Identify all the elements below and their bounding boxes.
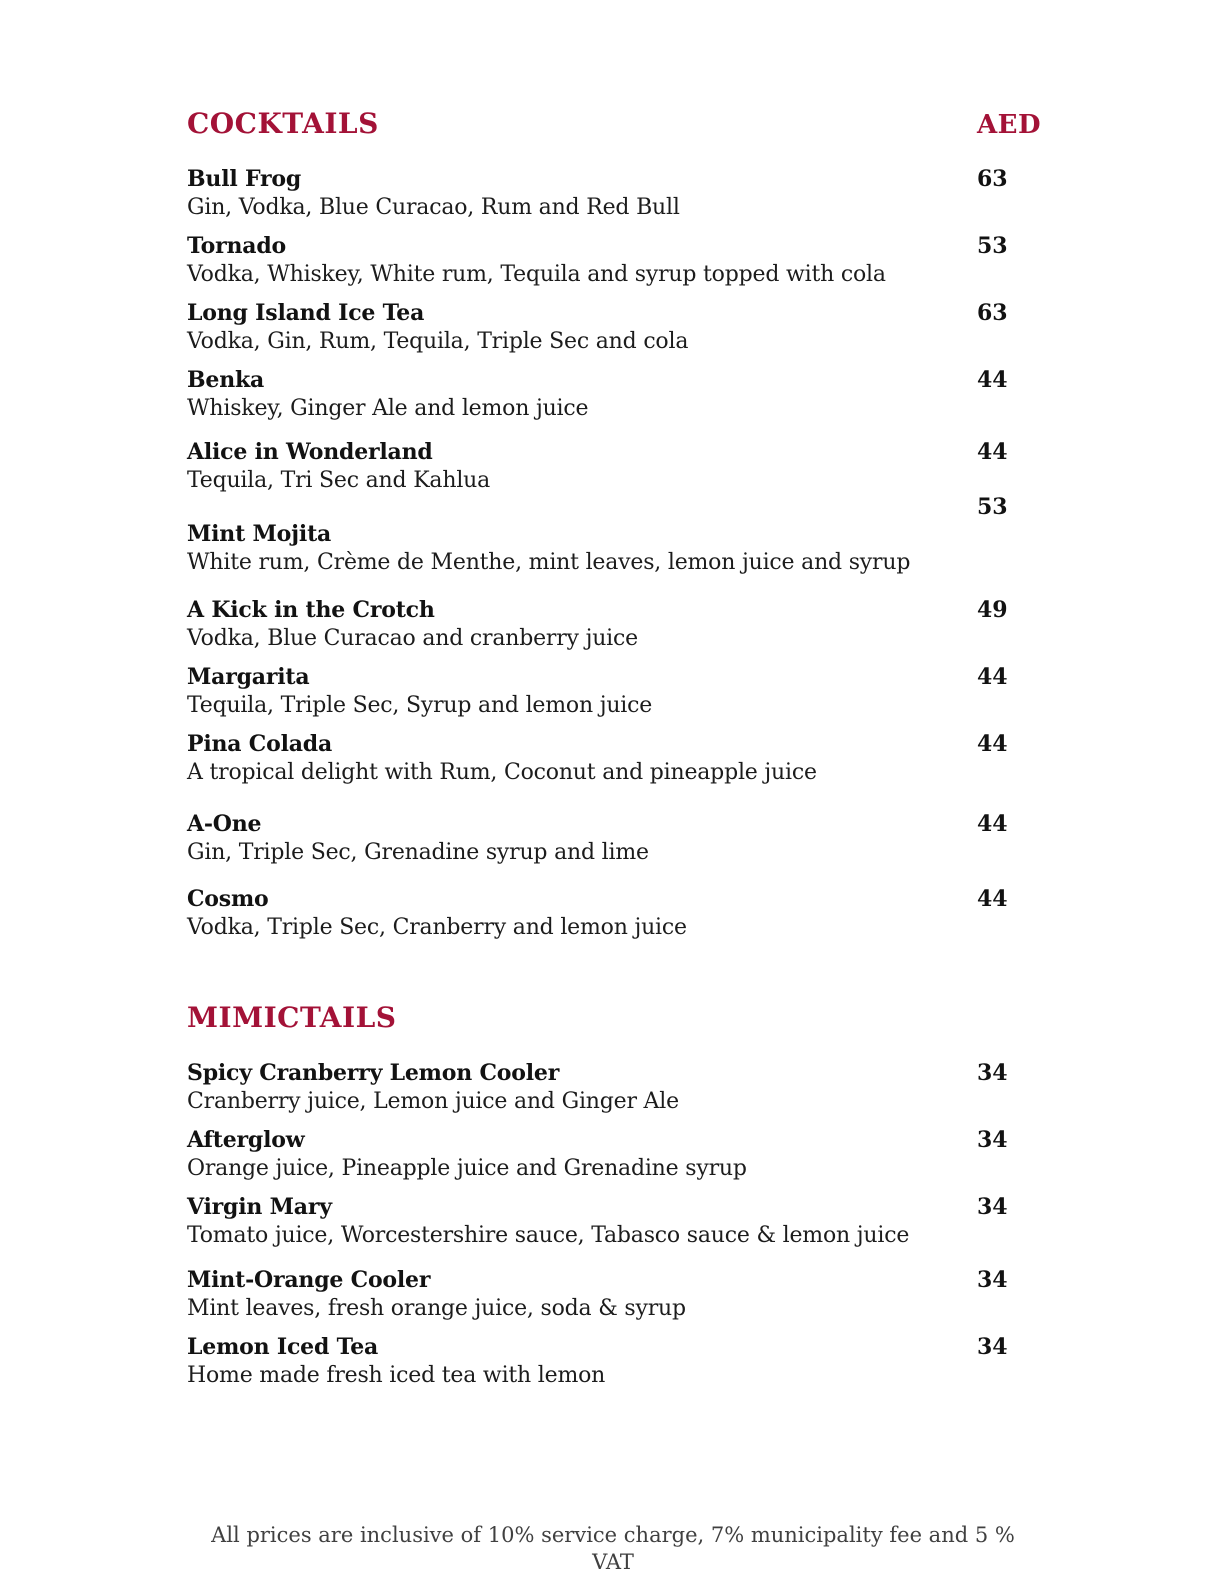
menu-item bbox=[187, 166, 1039, 221]
item-description: Home made fresh iced tea with lemon bbox=[187, 1363, 606, 1388]
menu-item bbox=[187, 1194, 1039, 1249]
section-title: COCKTAILS bbox=[187, 107, 379, 140]
footer-note: All prices are inclusive of 10% service charge, 7% municipality fee and 5 % VAT bbox=[211, 1523, 1015, 1574]
section-header bbox=[187, 107, 1042, 143]
item-description: Tequila, Tri Sec and Kahlua bbox=[187, 468, 491, 493]
item-name: Benka bbox=[187, 367, 265, 393]
item-description: Orange juice, Pineapple juice and Grenadine syrup bbox=[187, 1156, 747, 1181]
menu-item bbox=[187, 300, 1039, 355]
item-name: Bull Frog bbox=[187, 166, 302, 192]
item-row bbox=[187, 367, 1039, 395]
item-row bbox=[187, 439, 1039, 467]
item-price: 44 bbox=[977, 886, 1008, 912]
menu-item bbox=[187, 597, 1039, 652]
item-price: 63 bbox=[977, 300, 1008, 326]
menu-item bbox=[187, 1334, 1039, 1389]
item-price: 34 bbox=[977, 1194, 1008, 1220]
item-description: Gin, Triple Sec, Grenadine syrup and lime bbox=[187, 840, 649, 865]
item-price: 44 bbox=[977, 731, 1008, 757]
item-price: 34 bbox=[977, 1060, 1008, 1086]
item-price: 53 bbox=[977, 233, 1008, 259]
item-price: 53 bbox=[977, 494, 1008, 520]
item-row bbox=[187, 664, 1039, 692]
menu-item bbox=[187, 731, 1039, 786]
section-header bbox=[187, 1003, 1039, 1037]
item-name: Long Island Ice Tea bbox=[187, 300, 425, 326]
item-row bbox=[187, 1194, 1039, 1222]
item-row bbox=[187, 1060, 1039, 1088]
menu-item bbox=[187, 439, 1039, 494]
item-name: Mint-Orange Cooler bbox=[187, 1267, 431, 1293]
menu-body bbox=[187, 107, 1042, 1389]
item-price: 34 bbox=[977, 1334, 1008, 1360]
item-description: White rum, Crème de Menthe, mint leaves, lemon juice and syrup bbox=[187, 550, 911, 575]
item-description: Vodka, Gin, Rum, Tequila, Triple Sec and cola bbox=[187, 329, 689, 354]
item-name: Afterglow bbox=[187, 1127, 305, 1153]
menu-item bbox=[187, 886, 1039, 941]
item-description: Gin, Vodka, Blue Curacao, Rum and Red Bull bbox=[187, 195, 680, 220]
section-items bbox=[187, 1060, 1039, 1389]
item-row bbox=[187, 731, 1039, 759]
item-description: Tequila, Triple Sec, Syrup and lemon juice bbox=[187, 693, 653, 718]
item-name: Spicy Cranberry Lemon Cooler bbox=[187, 1060, 560, 1086]
menu-item bbox=[187, 1127, 1039, 1182]
item-price: 49 bbox=[977, 597, 1008, 623]
menu-item bbox=[187, 1267, 1039, 1322]
menu-item bbox=[187, 494, 1039, 576]
item-row bbox=[187, 811, 1039, 839]
menu-section bbox=[187, 1003, 1039, 1389]
item-row bbox=[187, 233, 1039, 261]
item-description: Whiskey, Ginger Ale and lemon juice bbox=[187, 396, 589, 421]
item-name: Virgin Mary bbox=[187, 1194, 332, 1220]
item-description: Vodka, Whiskey, White rum, Tequila and syrup topped with cola bbox=[187, 262, 886, 287]
menu-item bbox=[187, 367, 1039, 422]
section-items bbox=[187, 166, 1039, 941]
item-price: 44 bbox=[977, 811, 1008, 837]
item-name: Mint Mojita bbox=[187, 521, 332, 547]
item-description: A tropical delight with Rum, Coconut and pineapple juice bbox=[187, 760, 817, 785]
item-row bbox=[187, 166, 1039, 194]
currency-column-header: AED bbox=[977, 110, 1042, 140]
menu-section bbox=[187, 107, 1042, 941]
item-row bbox=[187, 1334, 1039, 1362]
item-row bbox=[187, 521, 1039, 549]
menu-item bbox=[187, 233, 1039, 288]
item-row bbox=[187, 1267, 1039, 1295]
item-name: Alice in Wonderland bbox=[187, 439, 433, 465]
item-description: Vodka, Triple Sec, Cranberry and lemon juice bbox=[187, 915, 687, 940]
item-name: Cosmo bbox=[187, 886, 269, 912]
item-row bbox=[187, 300, 1039, 328]
menu-item bbox=[187, 664, 1039, 719]
item-price: 34 bbox=[977, 1267, 1008, 1293]
item-description: Cranberry juice, Lemon juice and Ginger Ale bbox=[187, 1089, 679, 1114]
section-title: MIMICTAILS bbox=[187, 1001, 397, 1034]
item-price: 44 bbox=[977, 367, 1008, 393]
item-name: Margarita bbox=[187, 664, 310, 690]
menu-item bbox=[187, 1060, 1039, 1115]
item-row bbox=[187, 597, 1039, 625]
item-description: Vodka, Blue Curacao and cranberry juice bbox=[187, 626, 638, 651]
item-row bbox=[187, 1127, 1039, 1155]
item-name: Pina Colada bbox=[187, 731, 333, 757]
item-description: Tomato juice, Worcestershire sauce, Tabasco sauce & lemon juice bbox=[187, 1223, 910, 1248]
item-name: Lemon Iced Tea bbox=[187, 1334, 379, 1360]
item-price: 34 bbox=[977, 1127, 1008, 1153]
item-price: 63 bbox=[977, 166, 1008, 192]
item-name: A-One bbox=[187, 811, 262, 837]
item-price: 44 bbox=[977, 664, 1008, 690]
item-price: 44 bbox=[977, 439, 1008, 465]
item-price-line bbox=[187, 494, 1039, 521]
menu-item bbox=[187, 811, 1039, 866]
item-description: Mint leaves, fresh orange juice, soda & syrup bbox=[187, 1296, 686, 1321]
item-name: A Kick in the Crotch bbox=[187, 597, 435, 623]
item-row bbox=[187, 886, 1039, 914]
item-name: Tornado bbox=[187, 233, 287, 259]
